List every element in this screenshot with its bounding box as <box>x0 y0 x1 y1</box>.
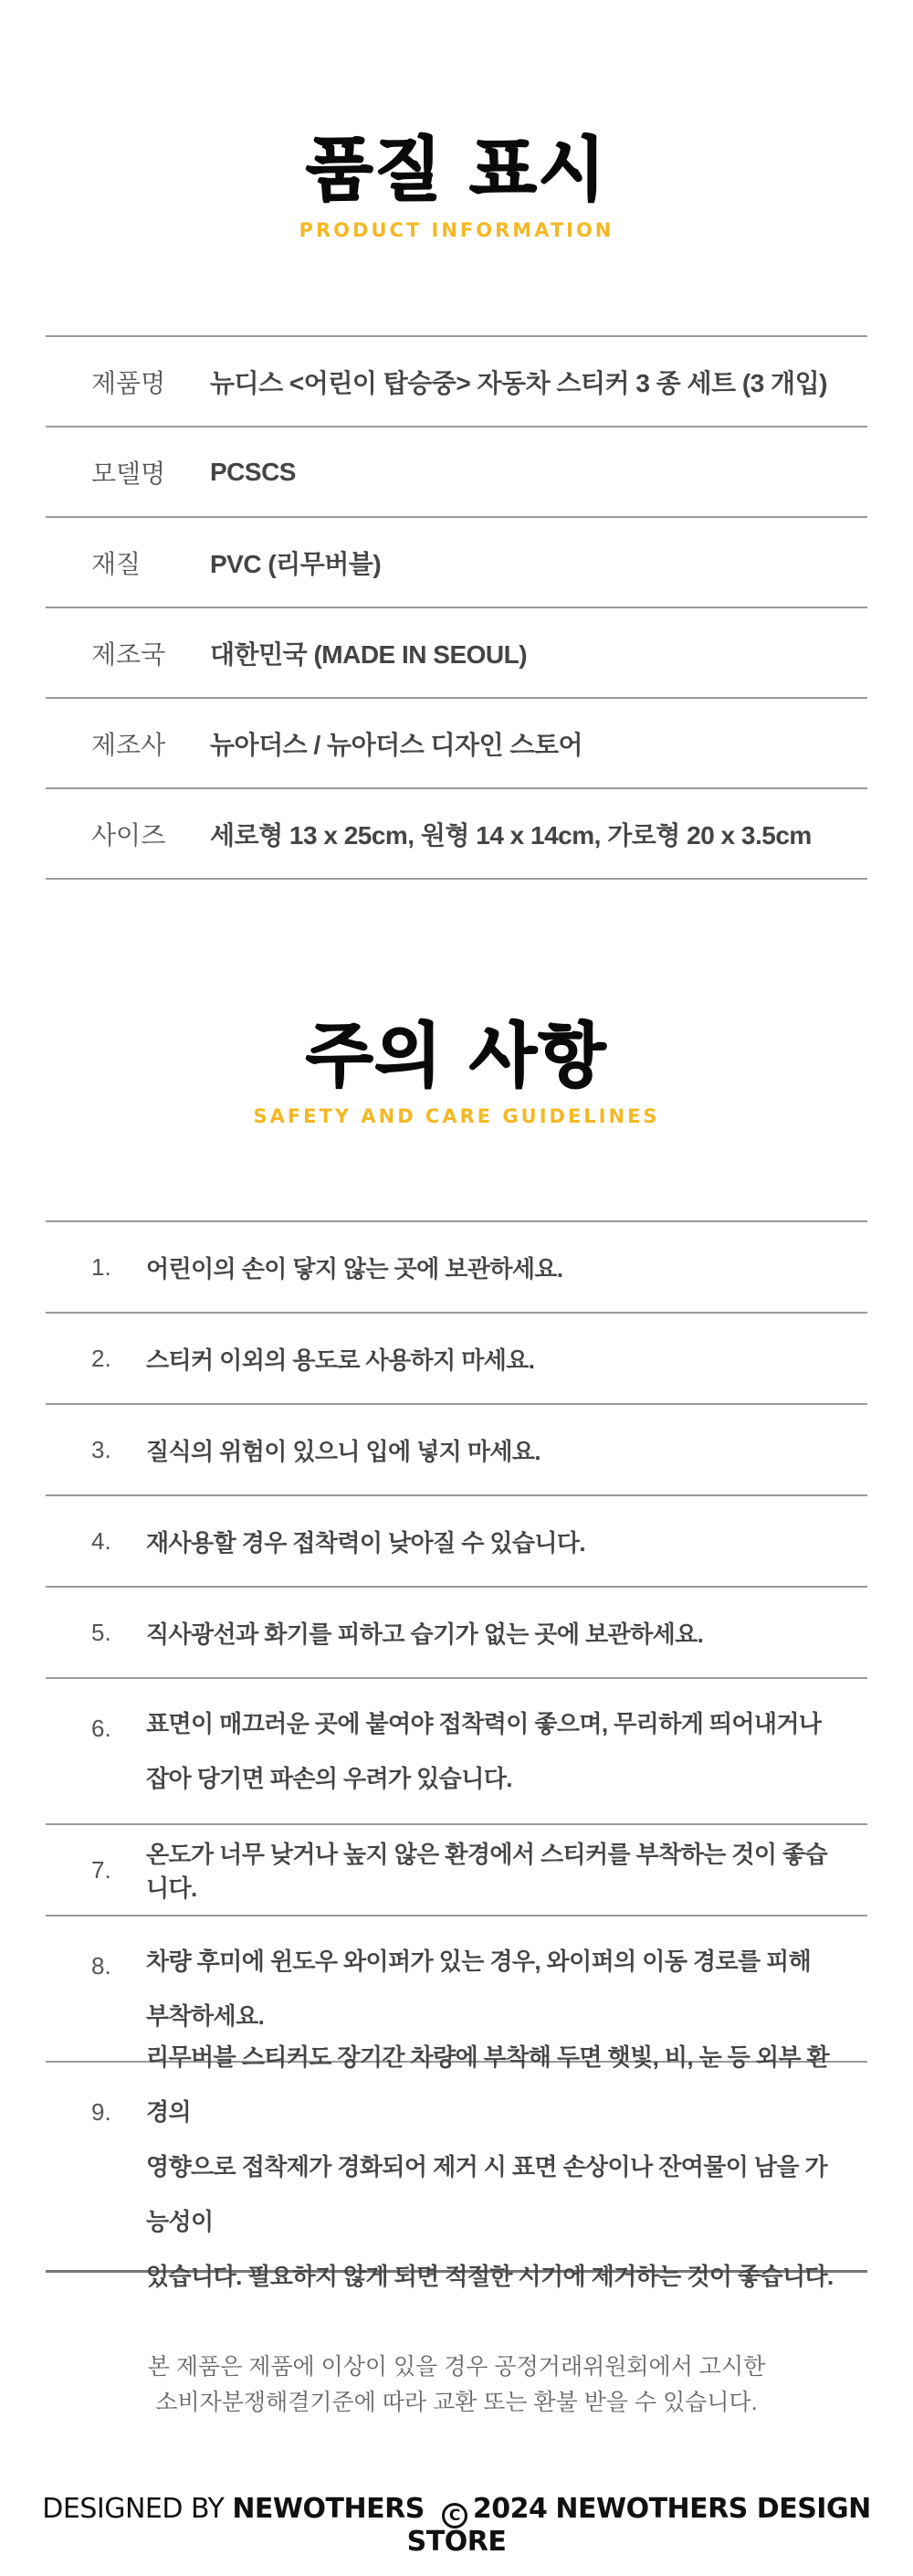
info-row-material <box>46 518 867 608</box>
info-label: 제조국 <box>91 639 166 669</box>
item-text <box>146 1696 839 1806</box>
info-label: 재질 <box>91 549 142 578</box>
info-value: 뉴아더스 / 뉴아더스 디자인 스토어 <box>210 730 583 759</box>
info-row-model <box>46 428 867 518</box>
item-line: 부착하세요. <box>146 2002 265 2030</box>
list-item <box>46 1588 867 1679</box>
copyright-icon: C <box>442 2503 467 2528</box>
list-item <box>46 2043 867 2290</box>
info-value: 대한민국 (MADE IN SEOUL) <box>210 639 528 669</box>
info-label: 제품명 <box>91 368 166 397</box>
item-line: 잡아 당기면 파손의 우려가 있습니다. <box>146 1765 512 1792</box>
list-item <box>46 1496 867 1588</box>
info-label: 모델명 <box>91 459 166 488</box>
item-text <box>146 1251 582 1284</box>
item-text <box>146 1836 867 1904</box>
item-line: 질식의 위험이 있으니 입에 넣지 마세요. <box>146 1437 540 1465</box>
item-text <box>146 1934 829 2043</box>
item-text <box>146 1433 559 1467</box>
notice-line: 본 제품은 제품에 이상이 있을 경우 공정거래위원회에서 고시한 <box>147 2354 766 2380</box>
item-line: 리무버블 스티커도 장기간 차량에 부착해 두면 햇빛, 비, 눈 등 외부 환경의 <box>146 2043 830 2126</box>
item-line: 온도가 너무 낮거나 높지 않은 환경에서 스티커를 부착하는 것이 좋습니다. <box>146 1841 828 1902</box>
list-item <box>46 1405 867 1496</box>
info-value: 뉴디스 <어린이 탑승중> 자동차 스티커 3 종 세트 (3 개입) <box>210 368 827 397</box>
item-text <box>146 1342 552 1376</box>
item-line: 영향으로 접착제가 경화되어 제거 시 표면 손상이나 잔여물이 남을 가능성이 <box>146 2152 828 2235</box>
item-number: 8. <box>91 1952 111 1980</box>
care-list <box>46 1220 867 2290</box>
info-value: 세로형 13 x 25cm, 원형 14 x 14cm, 가로형 20 x 3.5cm <box>210 820 812 850</box>
care-subtitle: SAFETY AND CARE GUIDELINES <box>253 1105 660 1127</box>
info-label: 사이즈 <box>91 820 166 850</box>
footer-brand: NEWOTHERS <box>232 2493 425 2525</box>
list-item <box>46 1825 867 1916</box>
notice-line: 소비자분쟁해결기준에 따라 교환 또는 환불 받을 수 있습니다. <box>155 2390 758 2415</box>
product-info-subtitle: PRODUCT INFORMATION <box>299 219 614 241</box>
item-number: 3. <box>91 1435 111 1463</box>
item-line: 있습니다. 필요하지 않게 되면 적절한 시기에 제거하는 것이 좋습니다. <box>146 2262 834 2290</box>
info-row-product-name <box>46 337 867 428</box>
item-number: 4. <box>91 1526 111 1555</box>
info-row-size <box>46 789 867 880</box>
list-item <box>46 1314 867 1405</box>
care-header <box>0 1015 913 1127</box>
item-number: 5. <box>91 1618 111 1646</box>
item-line: 표면이 매끄러운 곳에 붙여야 접착력이 좋으며, 무리하게 띄어내거나 <box>146 1710 822 1737</box>
item-number: 1. <box>91 1252 111 1281</box>
info-label: 제조사 <box>91 730 166 759</box>
item-text <box>146 1525 603 1558</box>
item-number: 6. <box>91 1715 111 1742</box>
item-number: 7. <box>91 1855 111 1884</box>
footer <box>0 2493 913 2558</box>
item-text <box>146 1616 721 1650</box>
list-item <box>46 1679 867 1825</box>
info-value: PVC (리무버블) <box>210 549 382 578</box>
info-value: PCSCS <box>210 457 296 486</box>
list-item <box>46 1222 867 1314</box>
footer-year: 2024 <box>472 2493 548 2525</box>
item-number: 9. <box>91 2098 111 2126</box>
footer-store: NEWOTHERS DESIGN STORE <box>406 2493 871 2558</box>
info-row-manufacturer <box>46 699 867 789</box>
item-line: 스티커 이외의 용도로 사용하지 마세요. <box>146 1346 535 1374</box>
footer-designed-by: DESIGNED BY <box>42 2493 225 2525</box>
item-number: 2. <box>91 1344 111 1372</box>
item-line: 재사용할 경우 접착력이 낮아질 수 있습니다. <box>146 1528 586 1557</box>
product-info-table <box>46 335 867 880</box>
item-text <box>146 2030 867 2304</box>
item-line: 차량 후미에 윈도우 와이퍼가 있는 경우, 와이퍼의 이동 경로를 피해 <box>146 1948 812 1975</box>
care-title: 주의 사항 <box>305 1015 608 1096</box>
item-line: 어린이의 손이 닿지 않는 곳에 보관하세요. <box>146 1254 563 1283</box>
product-info-title: 품질 표시 <box>305 129 608 210</box>
item-line: 직사광선과 화기를 피하고 습기가 없는 곳에 보관하세요. <box>146 1620 704 1648</box>
info-row-country <box>46 608 867 699</box>
refund-notice <box>0 2349 913 2421</box>
product-info-header <box>0 129 913 241</box>
